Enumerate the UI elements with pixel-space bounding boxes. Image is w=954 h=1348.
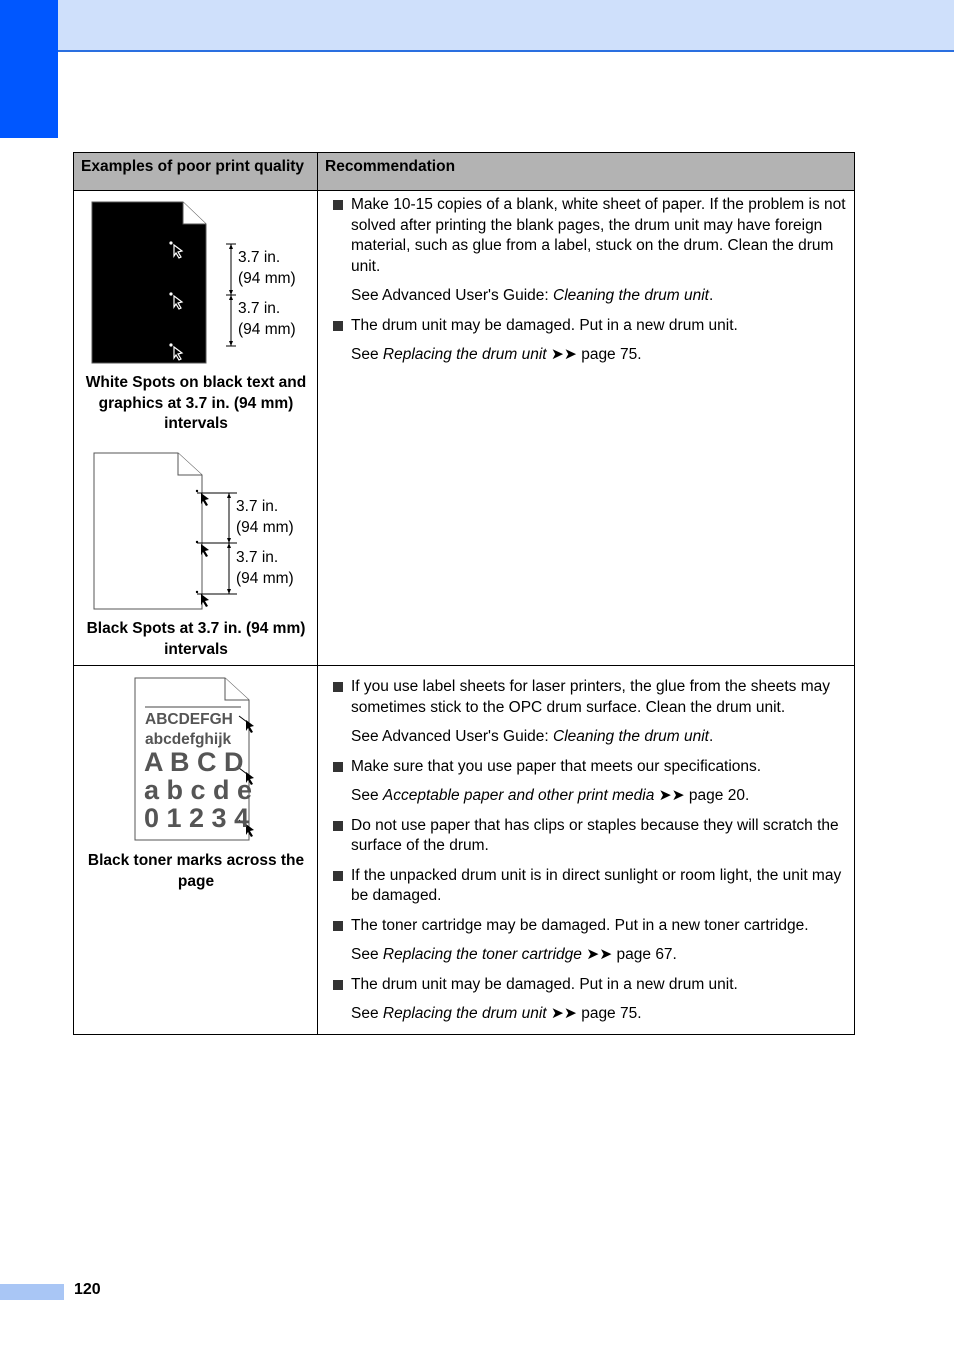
table-row [74,666,855,1035]
examples-cell [74,666,318,1035]
reference-link[interactable]: Replacing the toner cartridge [382,946,582,963]
page-number-bar [0,1284,64,1300]
list-item: The drum unit may be damaged. Put in a new drum unit. [330,316,848,337]
examples-cell [74,191,318,666]
dimension-label-4: 3.7 in. (94 mm) [236,549,294,587]
list-item: The drum unit may be damaged. Put in a new drum unit. [330,975,848,996]
top-band [0,0,954,52]
list-item: Make sure that you use paper that meets our specifications. [330,757,848,778]
table-header-row [74,153,855,191]
see-reference: See Acceptable paper and other print media ➤➤ page 20. [351,787,750,804]
reference-link[interactable]: Replacing the drum unit [382,1005,547,1022]
reference-link[interactable]: Cleaning the drum unit [553,728,709,745]
see-reference: See Replacing the toner cartridge ➤➤ page 67. [351,946,677,963]
sample-text-small: ABCDEFGH abcdefghijk [145,711,233,748]
dimension-label-1: 3.7 in. (94 mm) [238,249,296,287]
list-item: Do not use paper that has clips or staples because they will scratch the surface of the drum. [330,816,848,857]
reference-link[interactable]: Replacing the drum unit [382,346,547,363]
list-item: If you use label sheets for laser printers, the glue from the sheets may sometimes stick to the OPC drum surface. Clean the drum unit. [330,677,848,718]
table-row [74,191,855,666]
list-item: The toner cartridge may be damaged. Put in a new toner cartridge. [330,916,848,937]
recommendation-cell [318,191,855,666]
chapter-tab [0,0,58,138]
see-reference: See Advanced User's Guide: Cleaning the drum unit. [351,287,714,304]
reference-link[interactable]: Cleaning the drum unit [553,287,709,304]
dimension-label-2: 3.7 in. (94 mm) [238,300,296,338]
troubleshooting-table [73,152,855,1035]
list-item: If the unpacked drum unit is in direct sunlight or room light, the unit may be damaged. [330,866,848,907]
dimension-label-3: 3.7 in. (94 mm) [236,498,294,536]
see-reference: See Replacing the drum unit ➤➤ page 75. [351,1005,642,1022]
see-reference: See Advanced User's Guide: Cleaning the drum unit. [351,728,714,745]
recommendation-cell [318,666,855,1035]
see-reference: See Replacing the drum unit ➤➤ page 75. [351,346,642,363]
caption-toner-marks: Black toner marks across the page [87,852,305,890]
page-number: 120 [74,1281,101,1298]
caption-black-spots: Black Spots at 3.7 in. (94 mm) intervals [86,620,306,658]
caption-white-spots: White Spots on black text and graphics at 3.7 in. (94 mm) intervals [85,374,307,432]
reference-link[interactable]: Acceptable paper and other print media [382,787,655,804]
header-recommendation: Recommendation [318,153,855,191]
sample-text-large: A B C D a b c d e 0 1 2 3 4 [144,747,253,833]
header-examples: Examples of poor print quality [74,153,318,191]
list-item: Make 10-15 copies of a blank, white sheet of paper. If the problem is not solved after printing the blank pages, the drum unit may have foreign material, such as glue from a label, stuck on the drum. Clean the drum unit. [330,195,848,277]
